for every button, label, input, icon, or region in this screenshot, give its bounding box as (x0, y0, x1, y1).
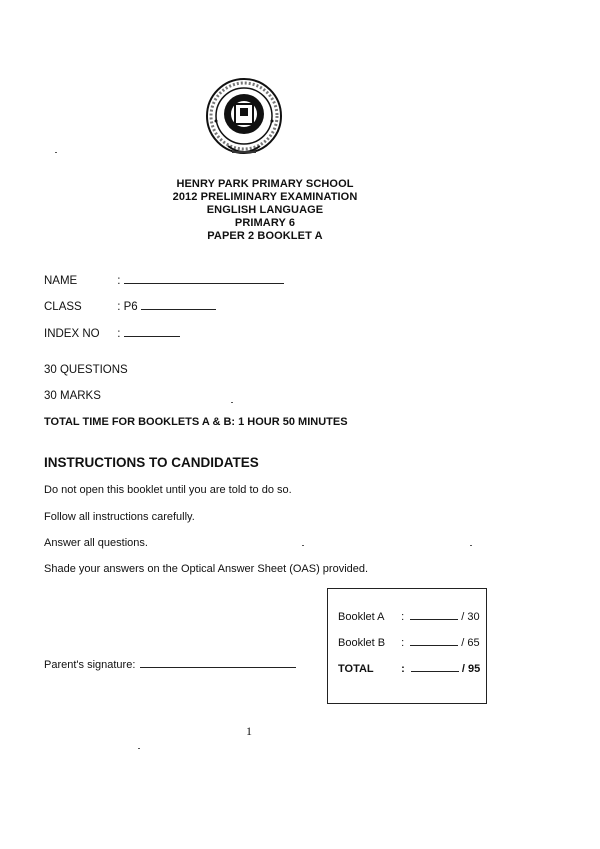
name-field (44, 273, 284, 287)
score-total: / 30 (461, 611, 480, 623)
marks-count: 30 MARKS (44, 390, 101, 402)
index-blank[interactable] (124, 326, 180, 337)
questions-count: 30 QUESTIONS (44, 364, 128, 376)
name-colon: : (117, 275, 121, 287)
instruction-item: Shade your answers on the Optical Answer Sheet (OAS) provided. (44, 563, 369, 575)
score-blank[interactable] (410, 635, 458, 646)
score-total: / 95 (461, 663, 481, 675)
signature-blank[interactable] (140, 657, 296, 668)
class-blank[interactable] (141, 299, 216, 310)
school-name: HENRY PARK PRIMARY SCHOOL (176, 178, 354, 190)
index-label: INDEX NO (44, 328, 100, 340)
instructions-title: INSTRUCTIONS TO CANDIDATES (44, 455, 259, 470)
page-number: 1 (246, 724, 252, 738)
subject-title: ENGLISH LANGUAGE (206, 204, 324, 216)
score-label: TOTAL (338, 663, 374, 675)
scan-speck (470, 545, 472, 546)
exam-title: 2012 PRELIMINARY EXAMINATION (172, 191, 358, 203)
score-blank[interactable] (411, 661, 459, 672)
scan-speck (231, 402, 233, 403)
score-row-booklet-a (338, 609, 480, 623)
score-colon: : (401, 637, 405, 649)
instruction-item: Answer all questions. (44, 537, 148, 549)
scan-speck (302, 545, 304, 546)
score-label: Booklet B (338, 637, 386, 649)
score-colon: : (401, 663, 405, 675)
school-crest-icon (204, 76, 284, 164)
name-label: NAME (44, 275, 78, 287)
index-colon: : (117, 328, 121, 340)
level-title: PRIMARY 6 (234, 217, 296, 229)
score-row-booklet-b (338, 635, 480, 649)
exam-header (100, 178, 430, 243)
total-time: TOTAL TIME FOR BOOKLETS A & B: 1 HOUR 50 MINUTES (44, 416, 348, 428)
parent-signature (44, 657, 296, 671)
class-label: CLASS (44, 301, 82, 313)
class-field (44, 299, 216, 313)
score-label: Booklet A (338, 611, 385, 623)
score-blank[interactable] (410, 609, 458, 620)
score-total: / 65 (461, 637, 480, 649)
scan-speck (55, 152, 57, 153)
score-box (327, 588, 487, 704)
name-blank[interactable] (124, 273, 284, 284)
index-field (44, 326, 180, 340)
signature-label: Parent's signature: (44, 659, 136, 671)
paper-title: PAPER 2 BOOKLET A (207, 230, 323, 242)
instruction-item: Do not open this booklet until you are told to do so. (44, 484, 292, 496)
instruction-item: Follow all instructions carefully. (44, 511, 195, 523)
class-prefix: : P6 (117, 301, 138, 313)
score-row-total (338, 661, 480, 675)
score-colon: : (401, 611, 405, 623)
scan-speck (138, 748, 140, 749)
